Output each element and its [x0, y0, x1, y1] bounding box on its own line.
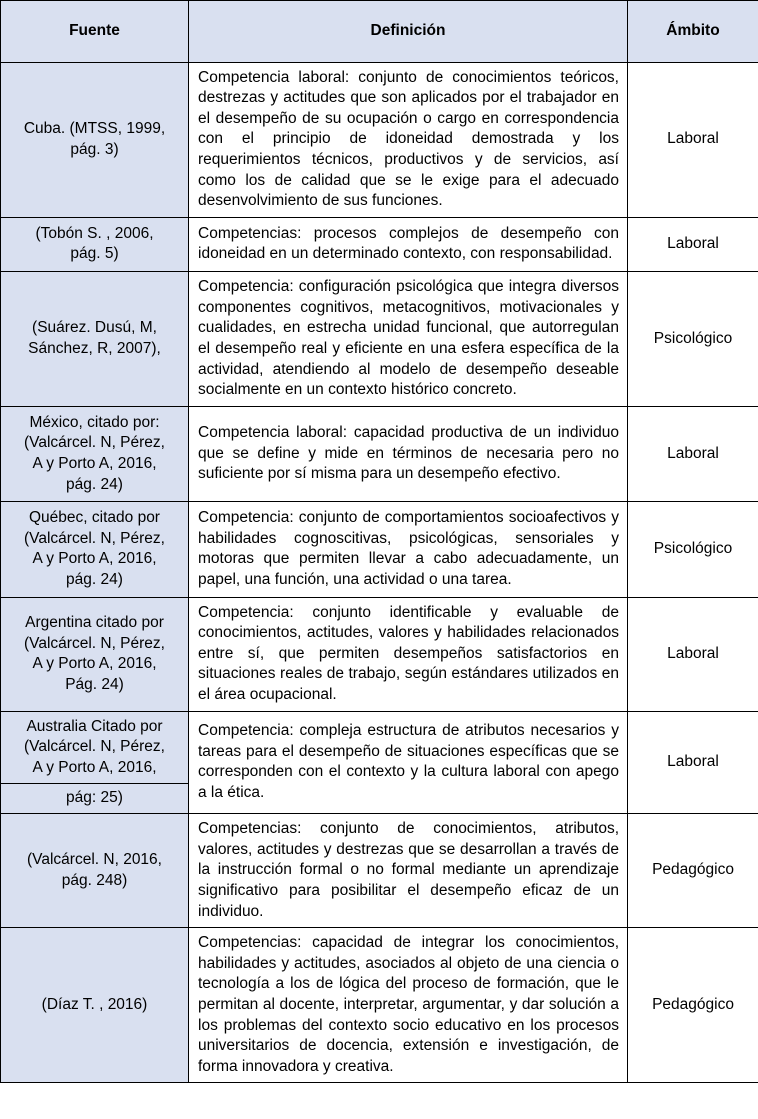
scope-cell: Pedagógico	[628, 814, 758, 928]
source-line: A y Porto A, 2016,	[32, 758, 157, 776]
source-cell	[1, 272, 189, 407]
source-line: A y Porto A, 2016,	[32, 655, 157, 673]
scope-cell: Pedagógico	[628, 928, 758, 1083]
source-line: Argentina citado por	[25, 613, 164, 631]
source-line: A y Porto A, 2016,	[32, 550, 157, 568]
table-row	[1, 502, 758, 597]
source-line: (Valcárcel. N, Pérez,	[24, 434, 165, 452]
definition-cell: Competencia: conjunto de comportamientos socioafectivos y habilidades cognoscitivas, psicológicas, sensoriales y motoras que permiten llevar a cabo adecuadamente, un papel, una función, una actividad o una tarea.	[189, 502, 628, 597]
scope-cell: Laboral	[628, 597, 758, 711]
table-row	[1, 711, 758, 813]
table-row	[1, 597, 758, 711]
source-line: Québec, citado por	[29, 509, 160, 527]
source-cell	[1, 406, 189, 501]
source-line: pág. 24)	[66, 571, 123, 589]
source-cell-upper	[1, 712, 188, 784]
source-line: México, citado por:	[29, 413, 160, 431]
definition-cell: Competencias: conjunto de conocimientos, atributos, valores, actitudes y destrezas que se desarrollan a través de la instrucción formal o no formal mediante un aprendizaje significativo para posibilitar el desempeño eficaz de un individuo.	[189, 814, 628, 928]
source-line: Australia Citado por	[26, 717, 163, 735]
scope-cell: Laboral	[628, 711, 758, 813]
definition-cell: Competencia laboral: conjunto de conocimientos teóricos, destrezas y actitudes que son aplicados por el trabajador en el desempeño de su ocupación o cargo en correspondencia con el principio de idoneidad demostrada y los requerimientos técnicos, productivos y de servicios, así como los de calidad que se le exige para el adecuado desenvolvimiento de sus funciones.	[189, 62, 628, 217]
source-line: A y Porto A, 2016,	[32, 454, 157, 472]
source-cell	[1, 502, 189, 597]
scope-cell: Psicológico	[628, 502, 758, 597]
column-header-definicion: Definición	[189, 1, 628, 63]
source-line: pág. 3)	[70, 140, 119, 158]
table-row	[1, 62, 758, 217]
definition-cell: Competencias: procesos complejos de desempeño con idoneidad en un determinado contexto, con responsabilidad.	[189, 217, 628, 271]
source-line: (Valcárcel. N, Pérez,	[24, 634, 165, 652]
table-row	[1, 928, 758, 1083]
source-cell	[1, 217, 189, 271]
table-row	[1, 406, 758, 501]
definition-cell: Competencia: compleja estructura de atributos necesarios y tareas para el desempeño de situaciones específicas que se corresponden con el contexto y la cultura laboral con apego a la ética.	[189, 711, 628, 813]
source-cell	[1, 711, 189, 813]
source-cell	[1, 928, 189, 1083]
source-cell-lower	[1, 784, 188, 814]
source-line: pág. 5)	[70, 245, 119, 263]
table-row	[1, 217, 758, 271]
source-cell	[1, 62, 189, 217]
source-line: (Valcárcel. N, Pérez,	[24, 529, 165, 547]
scope-cell: Laboral	[628, 406, 758, 501]
definition-cell: Competencia: configuración psicológica que integra diversos componentes cognitivos, metacognitivos, motivacionales y cualidades, en estrecha unidad funcional, que autorregulan el desempeño real y eficiente en una esfera específica de la actividad, atendiendo al modelo de desempeño deseable socialmente en un contexto histórico concreto.	[189, 272, 628, 407]
source-line: (Díaz T. , 2016)	[41, 995, 148, 1013]
source-line: (Valcárcel. N, Pérez,	[24, 738, 165, 756]
table-body	[1, 62, 758, 1083]
table-row	[1, 272, 758, 407]
source-line: (Tobón S. , 2006,	[35, 224, 154, 242]
source-cell	[1, 814, 189, 928]
scope-cell: Psicológico	[628, 272, 758, 407]
source-line: pág: 25)	[66, 788, 123, 806]
source-line: pág. 248)	[61, 871, 128, 889]
definition-cell: Competencias: capacidad de integrar los conocimientos, habilidades y actitudes, asociados al objeto de una ciencia o tecnología a los de lógica del proceso de formación, que le permitan al docente, interpretar, argumentar, y dar solución a los problemas del contexto socio educativo en los procesos universitarios de docencia, extensión e investigación, de forma innovadora y creativa.	[189, 928, 628, 1083]
source-cell	[1, 597, 189, 711]
table-header	[1, 1, 758, 63]
column-header-fuente: Fuente	[1, 1, 189, 63]
source-line: Pág. 24)	[65, 675, 124, 693]
table-header-row	[1, 1, 758, 63]
source-line: (Suárez. Dusú, M,	[32, 319, 157, 337]
scope-cell: Laboral	[628, 62, 758, 217]
definition-cell: Competencia: conjunto identificable y evaluable de conocimientos, actitudes, valores y habilidades relacionados entre sí, que permiten desempeños satisfactorios en situaciones reales de trabajo, según estándares utilizados en el área ocupacional.	[189, 597, 628, 711]
scope-cell: Laboral	[628, 217, 758, 271]
definition-cell: Competencia laboral: capacidad productiva de un individuo que se define y mide en términos de necesaria pero no suficiente por sí misma para un desempeño efectivo.	[189, 406, 628, 501]
source-line: (Valcárcel. N, 2016,	[27, 851, 162, 869]
source-line: pág. 24)	[66, 475, 123, 493]
source-line: Cuba. (MTSS, 1999,	[23, 120, 166, 138]
table-row	[1, 814, 758, 928]
column-header-ambito: Ámbito	[628, 1, 758, 63]
source-line: Sánchez, R, 2007),	[28, 339, 161, 357]
